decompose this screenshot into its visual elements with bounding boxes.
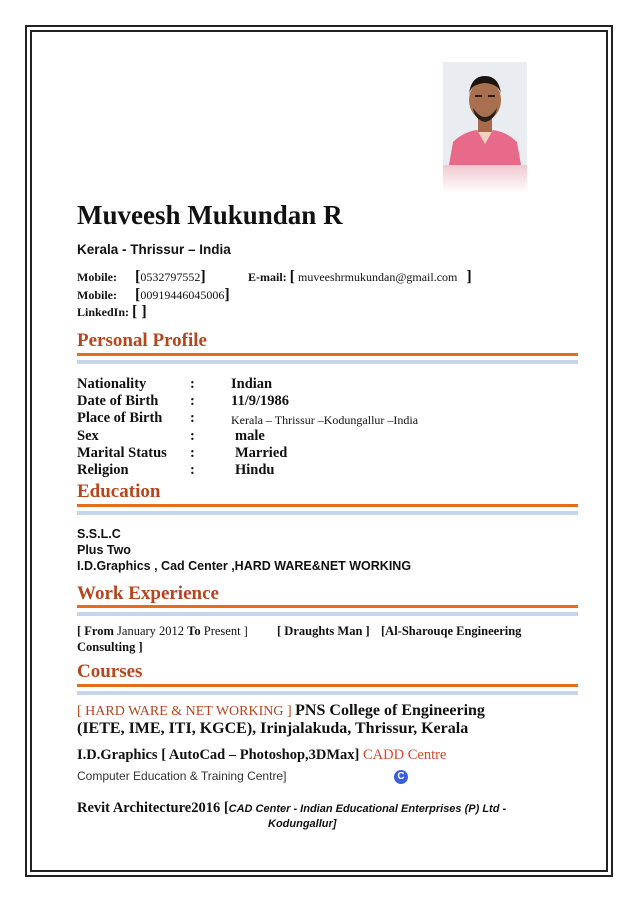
profile-value-sex: male [235,428,265,444]
work-role: [ Draughts Man ] [277,624,370,638]
photo-reflection [443,165,527,193]
education-item: Plus Two [77,543,131,557]
divider-blue [77,360,578,364]
profile-label-sex: Sex [77,428,99,444]
cadd-logo-icon: C [394,770,408,784]
profile-colon: : [190,393,195,409]
mobile-label-2: Mobile: [77,288,117,302]
email-label: E-mail: [248,270,287,284]
profile-label-pob: Place of Birth [77,410,163,426]
profile-colon: : [190,462,195,478]
section-title-courses: Courses [77,661,143,682]
education-item: I.D.Graphics , Cad Center ,HARD WARE&NET WORKING [77,559,412,573]
profile-value-dob: 11/9/1986 [231,393,290,409]
course-line-3: I.D.Graphics [ AutoCad – Photoshop,3DMax] CADD Centre [77,747,447,763]
divider-orange [77,605,578,608]
course-line-6: Kodungallur] [268,818,337,830]
email-row: E-mail: [ muveeshrmukundan@gmail.com ] [248,268,472,285]
divider-blue [77,612,578,616]
mobile-row-2: Mobile: [00919446045006] [77,286,230,303]
work-company: [Al-Sharouqe Engineering [381,624,522,638]
course-line-2: (IETE, IME, ITI, KGCE), Irinjalakuda, Thrissur, Kerala [77,720,469,737]
profile-value-religion: Hindu [235,462,275,478]
divider-orange [77,684,578,687]
profile-value-nationality: Indian [231,376,273,392]
linkedin-label: LinkedIn: [77,305,130,319]
mobile-number-1[interactable]: 0532797552 [140,270,201,284]
section-title-education: Education [77,481,161,502]
divider-orange [77,504,578,507]
mobile-label: Mobile: [77,270,117,284]
linkedin-row [77,303,147,321]
divider-blue [77,691,578,695]
profile-value-marital: Married [235,445,288,461]
profile-label-nationality: Nationality [77,376,147,392]
email-address[interactable]: muveeshrmukundan@gmail.com [298,270,458,284]
education-item: S.S.L.C [77,527,121,541]
profile-colon: : [190,410,195,426]
section-title-work-experience: Work Experience [77,583,219,604]
divider-blue [77,511,578,515]
profile-colon: : [190,445,195,461]
profile-photo [443,62,527,165]
mobile-number-2[interactable]: 00919446045006 [140,288,225,302]
course-line-1: [ HARD WARE & NET WORKING ] PNS College of Engineering [77,702,485,719]
candidate-name: Muveesh Mukundan R [77,200,343,230]
work-line-1: [ From January 2012 To Present ] [77,624,248,638]
section-title-personal-profile: Personal Profile [77,330,207,351]
location: Kerala - Thrissur – India [77,242,231,257]
profile-value-pob: Kerala – Thrissur –Kodungallur –India [231,413,419,427]
profile-colon: : [190,376,195,392]
course-line-4: Computer Education & Training Centre] [77,769,287,783]
work-line-2: Consulting ] [77,640,143,654]
linkedin-value[interactable]: [ ] [132,303,147,320]
profile-label-dob: Date of Birth [77,393,159,409]
divider-orange [77,353,578,356]
course-line-5: Revit Architecture2016 [CAD Center - Indian Educational Enterprises (P) Ltd - [77,800,507,816]
mobile-row-1: Mobile: [0532797552] [77,268,206,285]
profile-label-religion: Religion [77,462,129,478]
profile-label-marital: Marital Status [77,445,167,461]
profile-colon: : [190,428,195,444]
